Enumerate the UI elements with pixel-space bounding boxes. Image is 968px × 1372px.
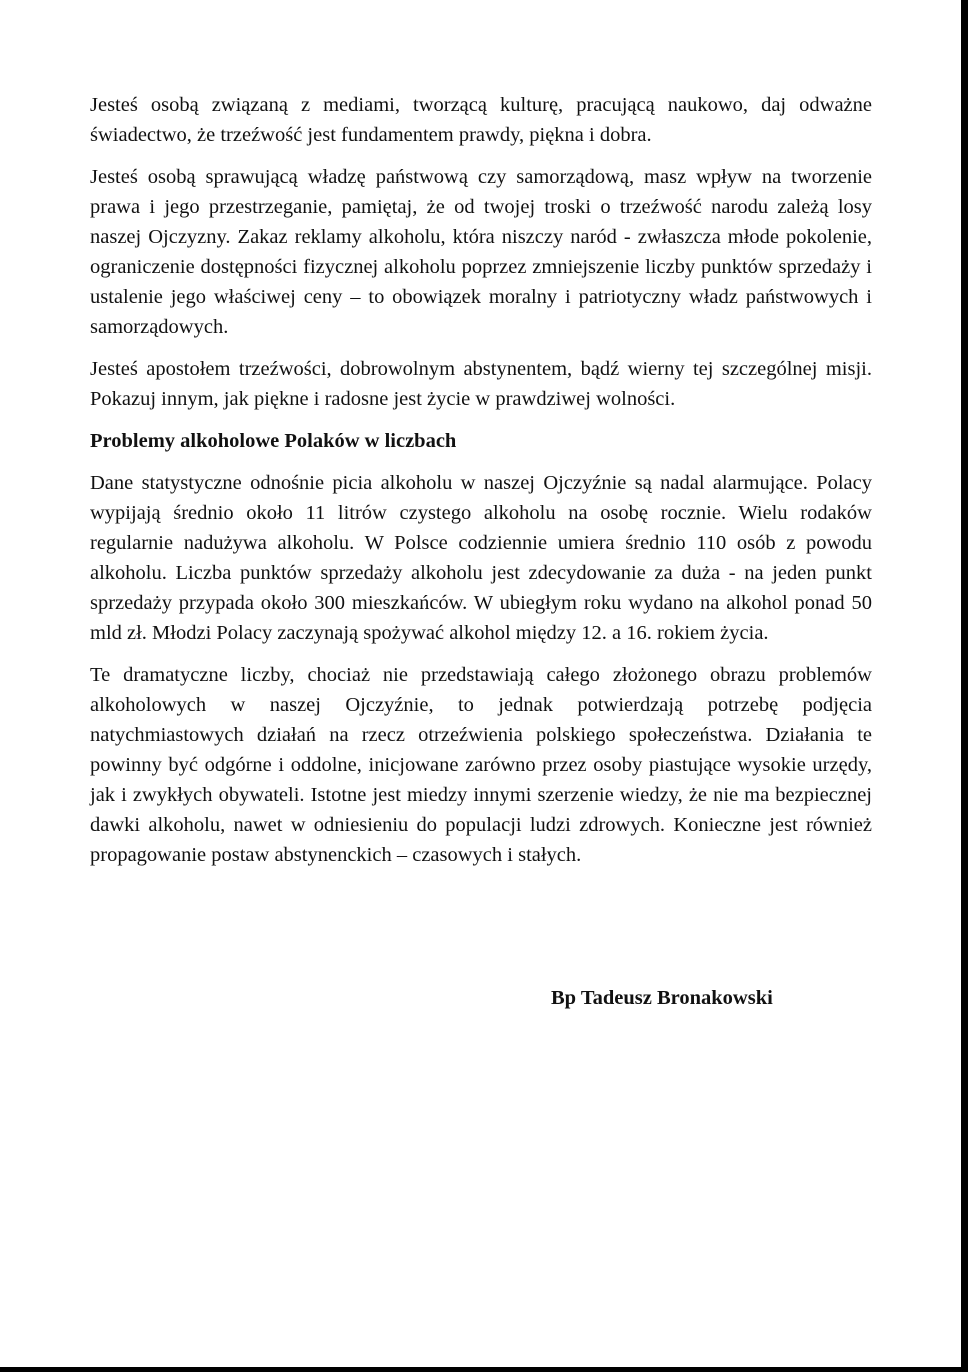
page-edge-right xyxy=(961,0,968,1372)
paragraph-media: Jesteś osobą związaną z mediami, tworzącą kulturę, pracującą naukowo, daj odważne świadectwo, że trzeźwość jest fundamentem prawdy, piękna i dobra. xyxy=(90,94,872,146)
page-edge-bottom xyxy=(0,1367,968,1372)
paragraph-statistics: Dane statystyczne odnośnie picia alkoholu w naszej Ojczyźnie są nadal alarmujące. Polacy wypijają średnio około 11 litrów czystego alkoholu na osobę rocznie. Wielu rodaków regularnie nadużywa alkoholu. W Polsce codziennie umiera średnio 110 osób z powodu alkoholu. Liczba punktów sprzedaży alkoholu jest zdecydowanie za duża - na jeden punkt sprzedaży przypada około 300 mieszkańców. W ubiegłym roku wydano na alkohol ponad 50 mld zł. Młodzi Polacy zaczynają spożywać alkohol między 12. a 16. rokiem życia. xyxy=(90,472,872,644)
signature: Bp Tadeusz Bronakowski xyxy=(551,987,773,1009)
section-heading: Problemy alkoholowe Polaków w liczbach xyxy=(90,430,457,452)
paragraph-apostle: Jesteś apostołem trzeźwości, dobrowolnym abstynentem, bądź wierny tej szczególnej misji. Pokazuj innym, jak piękne i radosne jest życie w prawdziwej wolności. xyxy=(90,358,872,410)
paragraph-authorities: Jesteś osobą sprawującą władzę państwową czy samorządową, masz wpływ na tworzenie prawa i jego przestrzeganie, pamiętaj, że od twojej troski o trzeźwość narodu zależą losy naszej Ojczyzny. Zakaz reklamy alkoholu, która niszczy naród - zwłaszcza młode pokolenie, ograniczenie dostępności fizycznej alkoholu poprzez zmniejszenie liczby punktów sprzedaży i ustalenie jego właściwej ceny – to obowiązek moralny i patriotyczny władz państwowych i samorządowych. xyxy=(90,166,872,338)
document-body xyxy=(90,90,872,882)
paragraph-conclusion: Te dramatyczne liczby, chociaż nie przedstawiają całego złożonego obrazu problemów alkoholowych w naszej Ojczyźnie, to jednak potwierdzają potrzebę podjęcia natychmiastowych działań na rzecz otrzeźwienia polskiego społeczeństwa. Działania te powinny być odgórne i oddolne, inicjowane zarówno przez osoby piastujące wysokie urzędy, jak i zwykłych obywateli. Istotne jest miedzy innymi szerzenie wiedzy, że nie ma bezpiecznej dawki alkoholu, nawet w odniesieniu do populacji ludzi zdrowych. Konieczne jest również propagowanie postaw abstynenckich – czasowych i stałych. xyxy=(90,664,872,866)
